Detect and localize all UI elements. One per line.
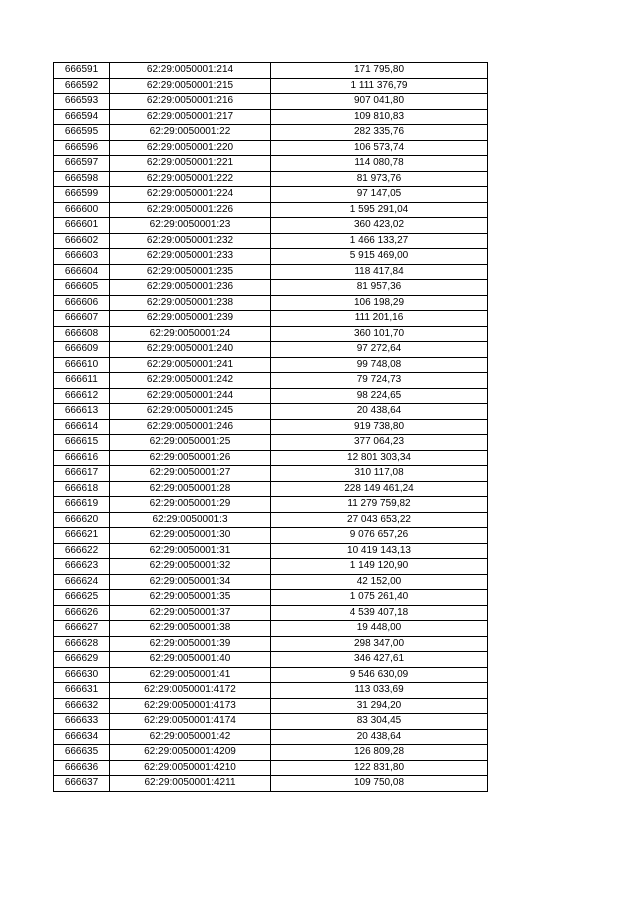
cadastral-number-cell: 62:29:0050001:232 xyxy=(110,233,271,249)
cadastral-number-cell: 62:29:0050001:4174 xyxy=(110,714,271,730)
cadastral-value-table xyxy=(53,62,488,792)
cadastral-number-cell: 62:29:0050001:42 xyxy=(110,729,271,745)
row-number-cell: 666595 xyxy=(54,125,110,141)
cadastral-number-cell: 62:29:0050001:32 xyxy=(110,559,271,575)
value-cell: 171 795,80 xyxy=(271,63,488,79)
cadastral-number-cell: 62:29:0050001:4211 xyxy=(110,776,271,792)
cadastral-number-cell: 62:29:0050001:235 xyxy=(110,264,271,280)
table-row xyxy=(54,218,488,234)
row-number-cell: 666596 xyxy=(54,140,110,156)
cadastral-number-cell: 62:29:0050001:245 xyxy=(110,404,271,420)
value-cell: 1 466 133,27 xyxy=(271,233,488,249)
value-cell: 10 419 143,13 xyxy=(271,543,488,559)
table-row xyxy=(54,63,488,79)
row-number-cell: 666628 xyxy=(54,636,110,652)
table-row xyxy=(54,125,488,141)
table-row xyxy=(54,652,488,668)
value-cell: 81 973,76 xyxy=(271,171,488,187)
cadastral-number-cell: 62:29:0050001:242 xyxy=(110,373,271,389)
table-row xyxy=(54,745,488,761)
cadastral-number-cell: 62:29:0050001:27 xyxy=(110,466,271,482)
row-number-cell: 666604 xyxy=(54,264,110,280)
table-row xyxy=(54,295,488,311)
table-row xyxy=(54,94,488,110)
table-row xyxy=(54,357,488,373)
value-cell: 11 279 759,82 xyxy=(271,497,488,513)
table-row xyxy=(54,698,488,714)
cadastral-number-cell: 62:29:0050001:30 xyxy=(110,528,271,544)
value-cell: 5 915 469,00 xyxy=(271,249,488,265)
table-row xyxy=(54,667,488,683)
table-row xyxy=(54,373,488,389)
cadastral-number-cell: 62:29:0050001:34 xyxy=(110,574,271,590)
table-row xyxy=(54,497,488,513)
cadastral-number-cell: 62:29:0050001:35 xyxy=(110,590,271,606)
row-number-cell: 666602 xyxy=(54,233,110,249)
table-row xyxy=(54,233,488,249)
value-cell: 1 149 120,90 xyxy=(271,559,488,575)
row-number-cell: 666619 xyxy=(54,497,110,513)
table-row xyxy=(54,760,488,776)
table-row xyxy=(54,249,488,265)
value-cell: 83 304,45 xyxy=(271,714,488,730)
value-cell: 228 149 461,24 xyxy=(271,481,488,497)
table-row xyxy=(54,78,488,94)
table-row xyxy=(54,636,488,652)
row-number-cell: 666618 xyxy=(54,481,110,497)
cadastral-number-cell: 62:29:0050001:28 xyxy=(110,481,271,497)
row-number-cell: 666617 xyxy=(54,466,110,482)
row-number-cell: 666599 xyxy=(54,187,110,203)
table-row xyxy=(54,156,488,172)
cadastral-number-cell: 62:29:0050001:40 xyxy=(110,652,271,668)
row-number-cell: 666615 xyxy=(54,435,110,451)
row-number-cell: 666625 xyxy=(54,590,110,606)
row-number-cell: 666637 xyxy=(54,776,110,792)
value-cell: 126 809,28 xyxy=(271,745,488,761)
cadastral-number-cell: 62:29:0050001:3 xyxy=(110,512,271,528)
row-number-cell: 666634 xyxy=(54,729,110,745)
cadastral-number-cell: 62:29:0050001:214 xyxy=(110,63,271,79)
value-cell: 99 748,08 xyxy=(271,357,488,373)
value-cell: 97 272,64 xyxy=(271,342,488,358)
cadastral-number-cell: 62:29:0050001:217 xyxy=(110,109,271,125)
table-row xyxy=(54,419,488,435)
value-cell: 360 423,02 xyxy=(271,218,488,234)
cadastral-number-cell: 62:29:0050001:24 xyxy=(110,326,271,342)
cadastral-number-cell: 62:29:0050001:29 xyxy=(110,497,271,513)
row-number-cell: 666609 xyxy=(54,342,110,358)
cadastral-number-cell: 62:29:0050001:37 xyxy=(110,605,271,621)
row-number-cell: 666600 xyxy=(54,202,110,218)
table-row xyxy=(54,714,488,730)
value-cell: 9 546 630,09 xyxy=(271,667,488,683)
value-cell: 79 724,73 xyxy=(271,373,488,389)
cadastral-number-cell: 62:29:0050001:25 xyxy=(110,435,271,451)
cadastral-number-cell: 62:29:0050001:220 xyxy=(110,140,271,156)
value-cell: 106 573,74 xyxy=(271,140,488,156)
row-number-cell: 666623 xyxy=(54,559,110,575)
row-number-cell: 666592 xyxy=(54,78,110,94)
value-cell: 298 347,00 xyxy=(271,636,488,652)
cadastral-number-cell: 62:29:0050001:4172 xyxy=(110,683,271,699)
table-row xyxy=(54,202,488,218)
value-cell: 114 080,78 xyxy=(271,156,488,172)
cadastral-number-cell: 62:29:0050001:224 xyxy=(110,187,271,203)
value-cell: 109 750,08 xyxy=(271,776,488,792)
row-number-cell: 666629 xyxy=(54,652,110,668)
row-number-cell: 666632 xyxy=(54,698,110,714)
cadastral-number-cell: 62:29:0050001:23 xyxy=(110,218,271,234)
row-number-cell: 666621 xyxy=(54,528,110,544)
row-number-cell: 666626 xyxy=(54,605,110,621)
value-cell: 282 335,76 xyxy=(271,125,488,141)
row-number-cell: 666605 xyxy=(54,280,110,296)
cadastral-number-cell: 62:29:0050001:221 xyxy=(110,156,271,172)
value-cell: 4 539 407,18 xyxy=(271,605,488,621)
cadastral-number-cell: 62:29:0050001:22 xyxy=(110,125,271,141)
row-number-cell: 666622 xyxy=(54,543,110,559)
table-row xyxy=(54,605,488,621)
value-cell: 9 076 657,26 xyxy=(271,528,488,544)
table-row xyxy=(54,187,488,203)
table-row xyxy=(54,326,488,342)
cadastral-number-cell: 62:29:0050001:4209 xyxy=(110,745,271,761)
row-number-cell: 666611 xyxy=(54,373,110,389)
table-row xyxy=(54,109,488,125)
row-number-cell: 666608 xyxy=(54,326,110,342)
value-cell: 907 041,80 xyxy=(271,94,488,110)
table-row xyxy=(54,776,488,792)
cadastral-number-cell: 62:29:0050001:233 xyxy=(110,249,271,265)
table-row xyxy=(54,481,488,497)
table-row xyxy=(54,621,488,637)
row-number-cell: 666598 xyxy=(54,171,110,187)
value-cell: 12 801 303,34 xyxy=(271,450,488,466)
value-cell: 310 117,08 xyxy=(271,466,488,482)
row-number-cell: 666616 xyxy=(54,450,110,466)
row-number-cell: 666613 xyxy=(54,404,110,420)
value-cell: 31 294,20 xyxy=(271,698,488,714)
value-cell: 919 738,80 xyxy=(271,419,488,435)
table-row xyxy=(54,528,488,544)
cadastral-number-cell: 62:29:0050001:39 xyxy=(110,636,271,652)
value-cell: 106 198,29 xyxy=(271,295,488,311)
row-number-cell: 666620 xyxy=(54,512,110,528)
value-cell: 98 224,65 xyxy=(271,388,488,404)
cadastral-number-cell: 62:29:0050001:226 xyxy=(110,202,271,218)
value-cell: 377 064,23 xyxy=(271,435,488,451)
cadastral-number-cell: 62:29:0050001:215 xyxy=(110,78,271,94)
cadastral-number-cell: 62:29:0050001:236 xyxy=(110,280,271,296)
value-cell: 20 438,64 xyxy=(271,729,488,745)
value-cell: 346 427,61 xyxy=(271,652,488,668)
row-number-cell: 666607 xyxy=(54,311,110,327)
table-row xyxy=(54,729,488,745)
table-body xyxy=(54,63,488,792)
row-number-cell: 666624 xyxy=(54,574,110,590)
cadastral-number-cell: 62:29:0050001:26 xyxy=(110,450,271,466)
row-number-cell: 666601 xyxy=(54,218,110,234)
value-cell: 81 957,36 xyxy=(271,280,488,296)
cadastral-number-cell: 62:29:0050001:4210 xyxy=(110,760,271,776)
cadastral-number-cell: 62:29:0050001:246 xyxy=(110,419,271,435)
row-number-cell: 666633 xyxy=(54,714,110,730)
table-row xyxy=(54,264,488,280)
row-number-cell: 666610 xyxy=(54,357,110,373)
cadastral-number-cell: 62:29:0050001:240 xyxy=(110,342,271,358)
table-row xyxy=(54,590,488,606)
value-cell: 1 075 261,40 xyxy=(271,590,488,606)
value-cell: 1 111 376,79 xyxy=(271,78,488,94)
table-row xyxy=(54,171,488,187)
row-number-cell: 666612 xyxy=(54,388,110,404)
cadastral-number-cell: 62:29:0050001:239 xyxy=(110,311,271,327)
row-number-cell: 666631 xyxy=(54,683,110,699)
cadastral-number-cell: 62:29:0050001:4173 xyxy=(110,698,271,714)
table-row xyxy=(54,280,488,296)
table-row xyxy=(54,404,488,420)
row-number-cell: 666593 xyxy=(54,94,110,110)
cadastral-number-cell: 62:29:0050001:38 xyxy=(110,621,271,637)
value-cell: 97 147,05 xyxy=(271,187,488,203)
value-cell: 1 595 291,04 xyxy=(271,202,488,218)
table-row xyxy=(54,543,488,559)
row-number-cell: 666597 xyxy=(54,156,110,172)
table-row xyxy=(54,435,488,451)
cadastral-number-cell: 62:29:0050001:244 xyxy=(110,388,271,404)
table-row xyxy=(54,574,488,590)
table-row xyxy=(54,683,488,699)
table-row xyxy=(54,512,488,528)
row-number-cell: 666594 xyxy=(54,109,110,125)
value-cell: 42 152,00 xyxy=(271,574,488,590)
value-cell: 122 831,80 xyxy=(271,760,488,776)
row-number-cell: 666614 xyxy=(54,419,110,435)
value-cell: 111 201,16 xyxy=(271,311,488,327)
cadastral-number-cell: 62:29:0050001:41 xyxy=(110,667,271,683)
table-row xyxy=(54,559,488,575)
cadastral-number-cell: 62:29:0050001:222 xyxy=(110,171,271,187)
table-row xyxy=(54,450,488,466)
value-cell: 19 448,00 xyxy=(271,621,488,637)
cadastral-number-cell: 62:29:0050001:31 xyxy=(110,543,271,559)
table-row xyxy=(54,466,488,482)
cadastral-number-cell: 62:29:0050001:241 xyxy=(110,357,271,373)
value-cell: 109 810,83 xyxy=(271,109,488,125)
table-row xyxy=(54,140,488,156)
row-number-cell: 666591 xyxy=(54,63,110,79)
row-number-cell: 666630 xyxy=(54,667,110,683)
cadastral-number-cell: 62:29:0050001:216 xyxy=(110,94,271,110)
row-number-cell: 666606 xyxy=(54,295,110,311)
row-number-cell: 666636 xyxy=(54,760,110,776)
value-cell: 118 417,84 xyxy=(271,264,488,280)
value-cell: 360 101,70 xyxy=(271,326,488,342)
value-cell: 113 033,69 xyxy=(271,683,488,699)
table-row xyxy=(54,311,488,327)
value-cell: 27 043 653,22 xyxy=(271,512,488,528)
row-number-cell: 666635 xyxy=(54,745,110,761)
table-row xyxy=(54,342,488,358)
row-number-cell: 666627 xyxy=(54,621,110,637)
cadastral-number-cell: 62:29:0050001:238 xyxy=(110,295,271,311)
value-cell: 20 438,64 xyxy=(271,404,488,420)
table-row xyxy=(54,388,488,404)
row-number-cell: 666603 xyxy=(54,249,110,265)
